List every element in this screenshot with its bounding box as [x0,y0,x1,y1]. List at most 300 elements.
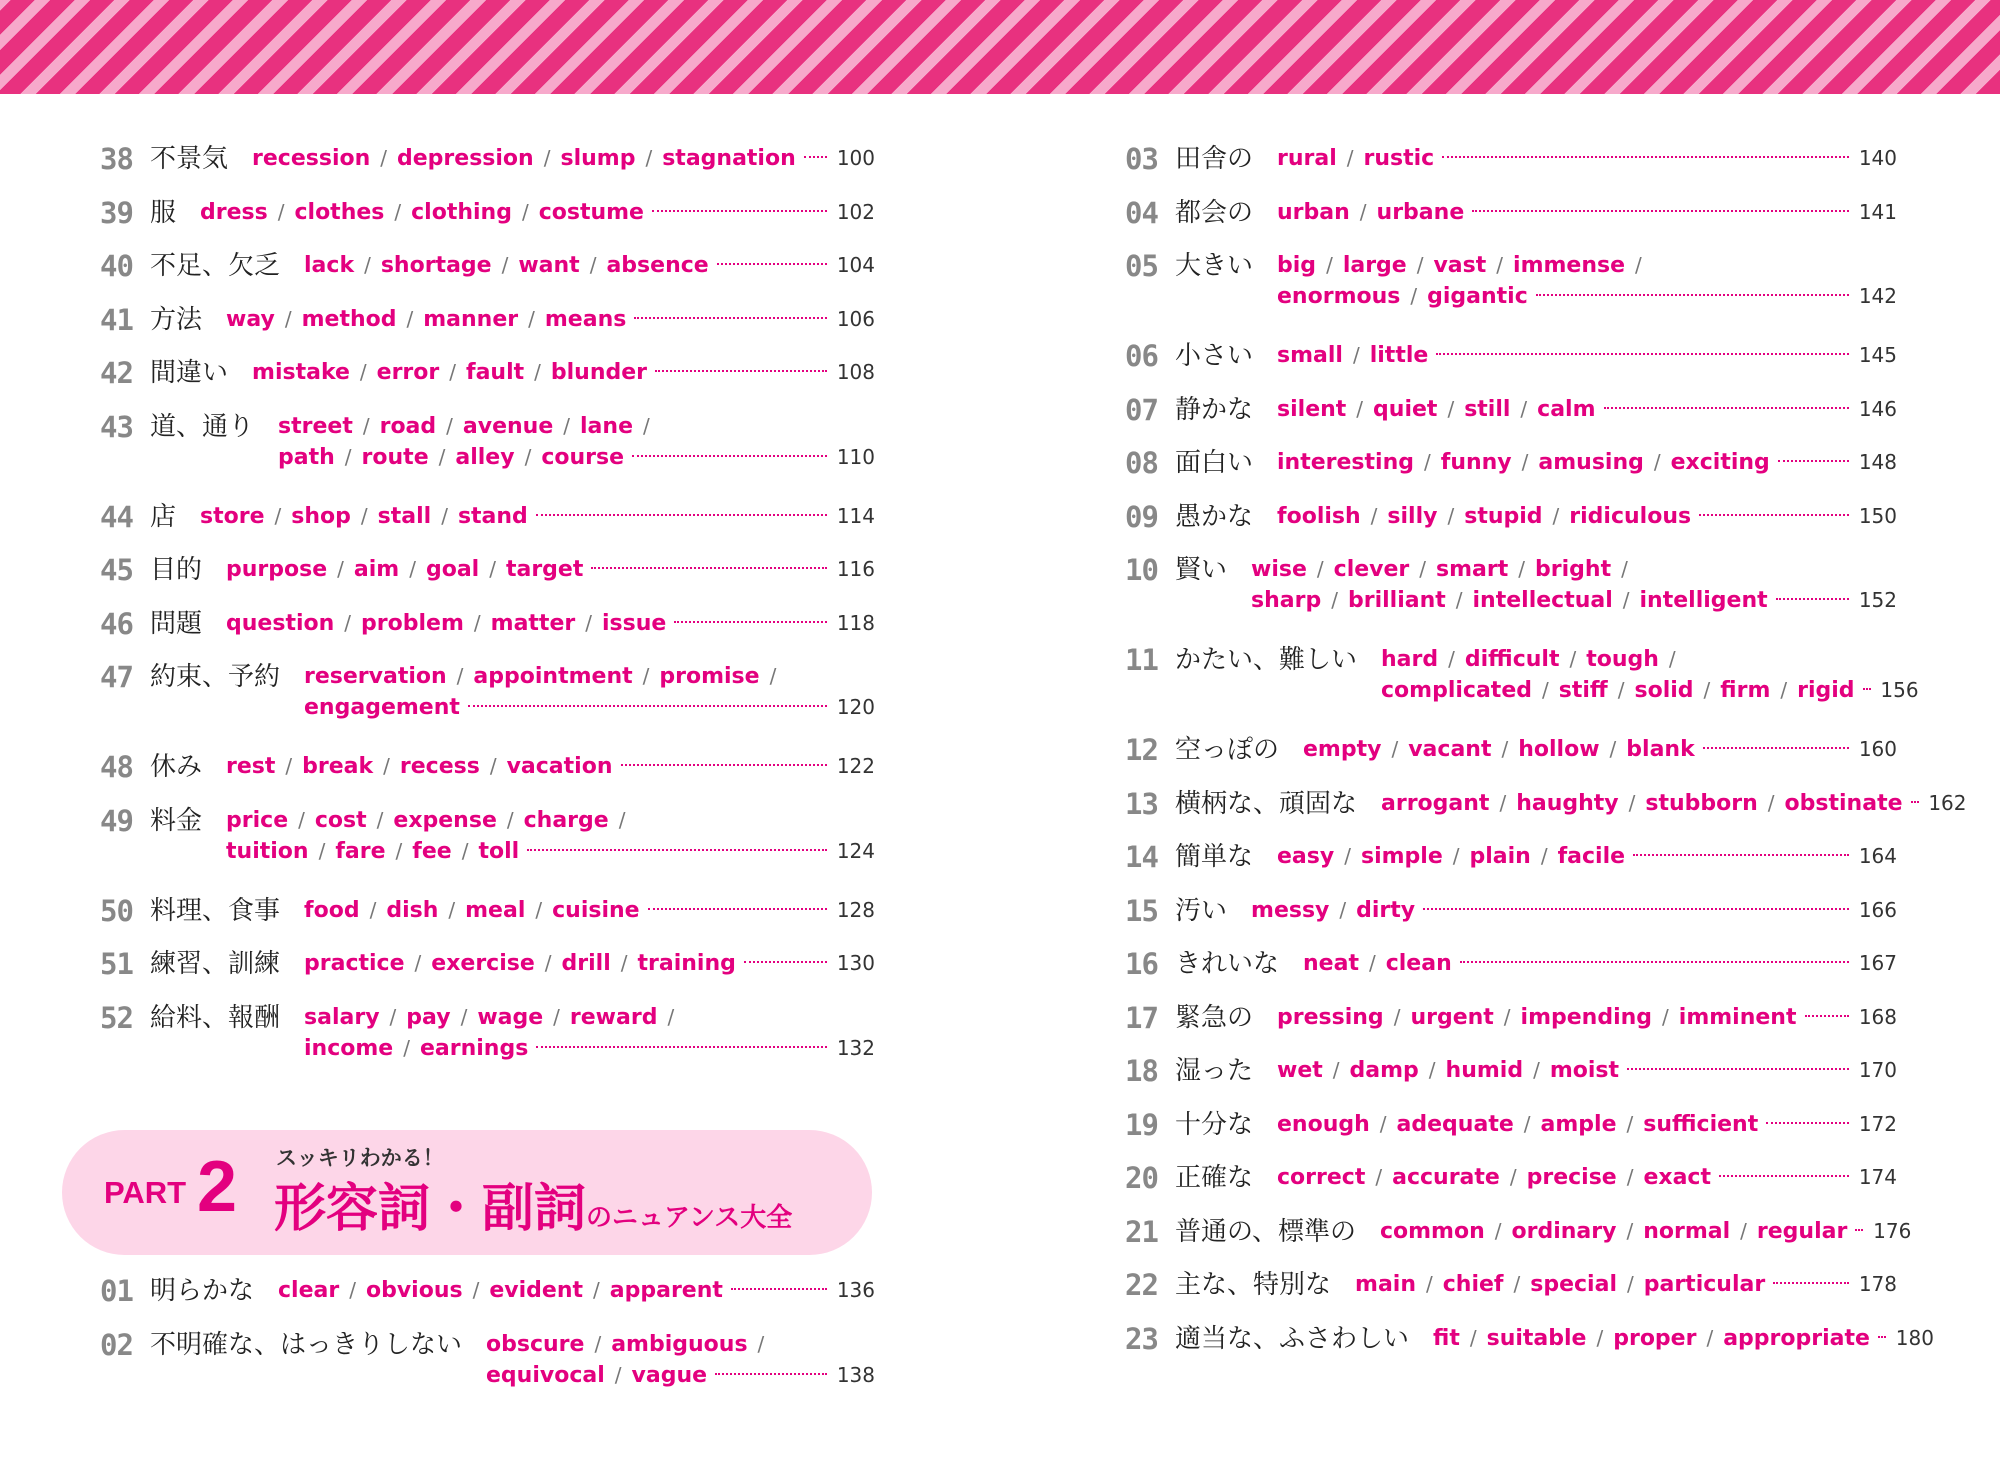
word-line [1277,841,1897,872]
english-word: stand [457,503,528,529]
entry-japanese-title: 緊急の [1175,1002,1254,1033]
toc-entry[interactable] [1125,140,1897,194]
word-line [1251,895,1897,926]
toc-entry[interactable] [100,354,875,408]
english-word: exact [1643,1165,1711,1190]
english-word: accurate [1392,1165,1500,1190]
word-separator: / [449,360,456,384]
english-word: plain [1469,844,1531,869]
part-number: 2 [197,1147,238,1227]
entry-japanese-title: 問題 [150,608,203,639]
word-separator: / [298,807,305,832]
entry-word-list [200,498,875,532]
word-separator: / [1428,1058,1436,1082]
entry-number: 52 [100,1000,133,1035]
word-separator: / [1520,396,1528,421]
dot-leader [591,567,827,569]
page-number: 168 [1858,1004,1897,1029]
word-separator: / [614,1362,622,1387]
dot-leader [632,455,827,457]
word-line [1277,1109,1897,1140]
toc-entry[interactable] [1125,1320,1934,1374]
english-word: reward [569,1004,658,1030]
english-word: vast [1433,253,1487,278]
word-line [200,197,875,228]
english-word: fault [466,360,525,385]
dot-leader [1627,1068,1849,1070]
toc-entry[interactable] [1125,1213,1912,1267]
dot-leader [1633,854,1849,856]
page-number: 100 [836,146,875,170]
word-separator: / [448,897,456,922]
english-word: issue [601,610,667,636]
entry-word-list [304,945,875,979]
word-separator: / [521,199,529,224]
word-separator: / [593,1278,600,1302]
dot-leader [1472,210,1849,212]
page-number: 180 [1895,1325,1934,1350]
word-separator: / [277,199,285,224]
word-line [200,501,875,532]
english-word: reservation [304,664,447,689]
entry-japanese-title: 練習、訓練 [150,949,281,979]
entry-japanese-title: 明らかな [150,1276,255,1306]
word-line [1277,394,1897,425]
toc-entry[interactable] [1125,785,1967,839]
word-separator: / [543,146,551,170]
word-separator: / [642,664,650,688]
entry-number: 48 [100,750,133,784]
word-separator: / [589,253,597,277]
word-line [304,895,875,926]
toc-entry[interactable] [100,140,875,194]
toc-entry[interactable] [1125,945,1897,999]
word-separator: / [395,838,403,863]
entry-japanese-title: 簡単な [1175,842,1254,872]
entry-word-list [226,802,875,867]
page-number: 174 [1858,1165,1897,1189]
entry-number: 47 [100,660,133,694]
entry-number: 05 [1125,249,1158,283]
english-word: gigantic [1427,284,1528,309]
word-separator: / [1370,503,1378,528]
entry-word-list [226,551,875,585]
page-number: 116 [836,557,875,581]
entry-word-list [226,748,875,782]
english-word: costume [538,199,644,225]
word-separator: / [1540,844,1548,868]
toc-entry[interactable] [1125,999,1897,1053]
word-line [486,1329,875,1360]
english-word: sufficient [1643,1111,1759,1137]
english-word: meal [465,897,526,923]
page-number: 164 [1858,844,1897,868]
word-line [1433,1323,1934,1354]
english-word: large [1342,253,1407,278]
english-word: empty [1303,737,1382,762]
word-line [1277,447,1897,478]
entry-japanese-title: 主な、特別な [1175,1270,1332,1300]
english-word: correct [1277,1165,1366,1190]
entry-japanese-title: 大きい [1175,251,1254,281]
english-word: simple [1360,844,1443,869]
word-separator: / [1356,396,1364,421]
toc-column-left-part2 [100,1272,875,1416]
entry-number: 09 [1125,499,1158,534]
word-line [1277,197,1897,228]
english-word: question [226,610,335,636]
entry-japanese-title: 横柄な、頑固な [1175,788,1358,819]
toc-entry[interactable] [1125,391,1897,445]
english-word: alley [455,444,515,470]
page-number: 140 [1858,146,1897,170]
word-line [1381,644,1897,675]
word-separator: / [1533,1058,1540,1082]
english-word: clear [278,1278,340,1303]
english-word: arrogant [1381,790,1490,816]
entry-word-list [1381,785,1967,819]
english-word: smart [1436,557,1509,582]
word-separator: / [618,807,626,832]
english-word: avenue [462,413,554,439]
entry-number: 16 [1125,947,1158,981]
dot-leader [527,849,827,851]
english-word: slump [560,146,636,171]
word-line [1379,1216,1912,1247]
word-separator: / [380,146,388,170]
english-word: facile [1557,844,1626,869]
english-word: obvious [365,1278,463,1303]
entry-number: 46 [100,606,133,641]
toc-entry[interactable] [1125,247,1897,337]
toc-entry[interactable] [1125,194,1897,248]
word-separator: / [1499,790,1507,815]
entry-number: 39 [100,195,133,230]
dot-leader [1719,1175,1849,1177]
toc-entry[interactable] [1125,731,1897,785]
entry-word-list [278,408,875,473]
english-word: ordinary [1511,1218,1617,1244]
english-word: toll [478,838,520,864]
word-separator: / [438,444,446,469]
page-number: 172 [1858,1111,1897,1136]
english-word: recess [399,754,480,779]
english-word: tough [1586,647,1659,672]
word-separator: / [1767,790,1775,815]
english-word: ambiguous [611,1331,748,1357]
english-word: main [1355,1272,1416,1297]
part2-header-banner [62,1130,872,1255]
word-separator: / [403,1035,410,1060]
english-word: equivocal [486,1362,605,1388]
english-word: chief [1442,1272,1504,1297]
word-line [304,250,875,281]
word-separator: / [1703,678,1711,702]
word-separator: / [1447,503,1455,528]
entry-word-list [304,999,875,1064]
toc-entry[interactable] [100,892,875,946]
entry-japanese-title: 湿った [1175,1056,1254,1086]
toc-entry[interactable] [1125,444,1897,498]
toc-entry[interactable] [100,999,875,1089]
toc-entry[interactable] [100,194,875,248]
word-separator: / [406,306,414,331]
page-number: 178 [1858,1272,1897,1296]
english-word: bright [1535,557,1612,582]
english-word: urban [1277,199,1350,225]
entry-number: 49 [100,803,133,838]
word-separator: / [1523,1111,1531,1136]
page-number: 156 [1880,678,1919,702]
toc-entry[interactable] [100,1272,875,1326]
entry-number: 20 [1125,1161,1158,1195]
english-word: course [541,444,625,470]
word-separator: / [1391,737,1399,761]
word-line [304,661,875,692]
dot-leader [674,621,827,623]
english-word: adequate [1396,1111,1514,1137]
entry-number: 51 [100,947,133,981]
entry-number: 03 [1125,142,1158,176]
word-separator: / [446,413,453,438]
toc-entry[interactable] [1125,892,1897,946]
english-word: apparent [609,1278,723,1303]
english-word: calm [1537,396,1596,422]
toc-entry[interactable] [1125,1266,1897,1320]
entry-word-list [1277,498,1897,532]
english-word: rest [226,754,276,779]
toc-entry[interactable] [1125,498,1897,552]
entry-japanese-title: 服 [150,197,177,228]
word-separator: / [1496,253,1504,277]
english-word: silly [1387,503,1438,529]
word-line [1277,1002,1897,1033]
entry-japanese-title: 静かな [1175,394,1254,425]
page-number: 176 [1873,1218,1912,1243]
toc-entry[interactable] [1125,1052,1897,1106]
word-separator: / [349,1278,356,1302]
page-number: 152 [1858,588,1897,612]
toc-entry[interactable] [100,605,875,659]
english-word: normal [1643,1218,1731,1244]
entry-japanese-title: かたい、難しい [1175,645,1358,675]
entry-word-list [1277,1106,1897,1140]
page-number: 114 [836,503,875,528]
english-word: dress [200,199,268,225]
english-word: firm [1720,678,1771,703]
entry-number: 42 [100,356,133,390]
english-word: shortage [380,253,492,278]
toc-entry[interactable] [1125,337,1897,391]
word-line [1355,1269,1897,1300]
word-line [226,608,875,639]
toc-entry[interactable] [100,247,875,301]
english-word: way [226,306,275,332]
toc-entry[interactable] [100,658,875,748]
word-separator: / [1626,1272,1634,1296]
part-title-small: のニュアンス大全 [586,1203,793,1233]
entry-word-list [1433,1320,1934,1354]
english-word: absence [606,253,709,278]
toc-entry[interactable] [1125,838,1897,892]
entry-word-list [1277,247,1897,312]
word-separator: / [645,146,653,170]
word-separator: / [1416,253,1424,277]
word-line [1303,948,1897,979]
dot-leader [717,263,827,265]
entry-word-list [304,658,875,723]
word-separator: / [383,754,390,778]
toc-entry[interactable] [100,498,875,552]
entry-number: 07 [1125,392,1158,427]
word-separator: / [1569,647,1577,671]
word-separator: / [489,557,496,581]
word-separator: / [501,253,509,277]
entry-word-list [1355,1266,1897,1300]
word-separator: / [1368,951,1376,975]
english-word: exercise [431,951,535,976]
word-separator: / [456,664,464,688]
english-word: drill [561,951,611,976]
entry-number: 19 [1125,1107,1158,1142]
english-word: particular [1643,1272,1766,1297]
english-word: route [361,444,429,470]
dot-leader [1703,747,1849,749]
english-word: sharp [1251,588,1322,613]
toc-entry[interactable] [100,802,875,892]
entry-number: 10 [1125,553,1158,587]
entry-japanese-title: 普通の、標準の [1175,1216,1356,1247]
word-line [278,442,875,473]
dot-leader [652,210,827,212]
entry-number: 23 [1125,1321,1158,1356]
entry-word-list [278,1272,875,1306]
english-word: regular [1756,1218,1848,1244]
english-word: depression [397,146,534,171]
english-word: earnings [419,1035,529,1061]
english-word: cuisine [552,897,640,923]
english-word: little [1369,343,1429,368]
toc-entry[interactable] [1125,551,1897,641]
word-line [1303,734,1897,765]
english-word: rural [1277,146,1337,171]
entry-number: 50 [100,893,133,928]
dot-leader [1878,1336,1886,1338]
toc-entry[interactable] [100,748,875,802]
word-separator: / [1617,678,1625,702]
word-separator: / [1410,284,1418,308]
english-word: target [505,557,584,582]
word-separator: / [1375,1165,1383,1189]
part-title-main: 形容詞・副詞 [274,1179,587,1239]
english-word: charge [523,807,609,833]
page-number: 130 [836,951,875,975]
entry-japanese-title: 料理、食事 [150,895,281,926]
english-word: complicated [1381,678,1532,703]
english-word: goal [425,557,480,582]
page-number: 106 [836,306,875,331]
english-word: means [544,306,627,332]
toc-entry[interactable] [100,301,875,355]
entry-japanese-title: 十分な [1175,1109,1254,1140]
word-line [1277,501,1897,532]
toc-entry[interactable] [100,408,875,498]
dot-leader [648,908,827,910]
word-separator: / [1518,557,1526,581]
english-word: clever [1333,557,1410,582]
word-line [226,805,875,836]
entry-japanese-title: 料金 [150,805,203,836]
word-separator: / [360,503,368,528]
english-word: obscure [486,1331,585,1357]
english-word: method [301,306,397,332]
word-separator: / [1331,588,1338,612]
english-word: clothes [294,199,385,225]
toc-entry[interactable] [1125,1159,1897,1213]
page-number: 150 [1858,503,1897,528]
word-separator: / [1346,146,1354,170]
entry-japanese-title: 小さい [1175,341,1254,371]
english-word: enormous [1277,284,1401,309]
english-word: path [278,444,335,470]
entry-japanese-title: きれいな [1175,949,1280,979]
english-word: food [304,897,360,923]
toc-entry[interactable] [1125,1106,1897,1160]
english-word: enough [1277,1111,1370,1137]
word-separator: / [1626,1218,1634,1243]
toc-entry[interactable] [100,945,875,999]
english-word: street [278,413,353,439]
english-word: immense [1513,253,1626,278]
word-separator: / [769,664,777,688]
word-separator: / [1740,1218,1747,1243]
word-separator: / [524,444,532,469]
english-word: quiet [1373,396,1438,422]
dot-leader [1423,908,1849,910]
word-line [304,692,875,723]
english-word: shop [291,503,351,529]
toc-entry[interactable] [100,551,875,605]
english-word: suitable [1486,1325,1587,1351]
entry-japanese-title: 道、通り [150,411,255,442]
entry-number: 14 [1125,840,1158,874]
english-word: fee [412,838,452,864]
word-separator: / [1503,1004,1511,1029]
entry-word-list [252,354,875,388]
word-separator: / [1662,1004,1669,1029]
word-line [226,304,875,335]
word-separator: / [461,838,469,863]
english-word: moist [1549,1058,1620,1083]
toc-entry[interactable] [1125,641,1919,731]
word-separator: / [1379,1111,1387,1136]
dot-leader [1778,460,1849,462]
word-line [1277,143,1897,174]
word-separator: / [1316,557,1324,581]
dot-leader [1604,407,1849,409]
english-word: humid [1445,1058,1524,1083]
entry-word-list [1277,838,1897,872]
word-separator: / [1542,678,1549,702]
entry-word-list [1277,140,1897,174]
word-separator: / [409,557,416,581]
english-word: matter [490,610,576,636]
entry-number: 38 [100,142,133,176]
toc-entry[interactable] [100,1326,875,1416]
word-separator: / [553,1004,560,1029]
english-word: special [1530,1272,1617,1297]
page-number: 160 [1858,737,1897,761]
